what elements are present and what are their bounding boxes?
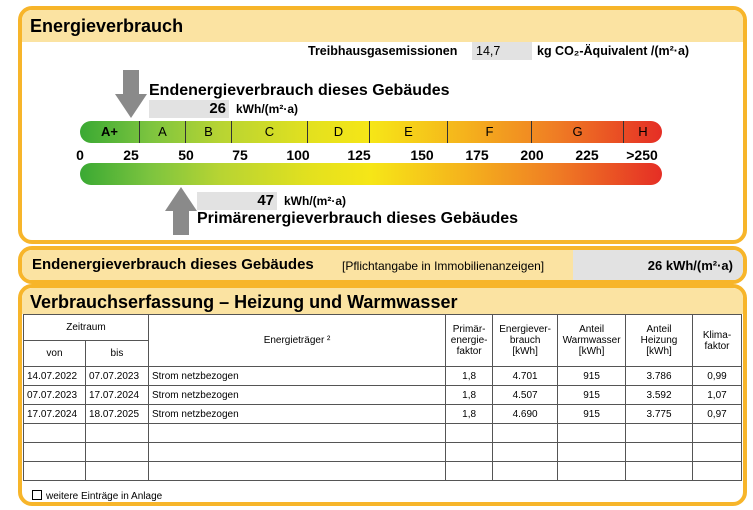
grade-g: G bbox=[532, 121, 624, 143]
consumption-table bbox=[23, 314, 742, 481]
cell-warmwasser: 915 bbox=[558, 367, 626, 386]
table-row bbox=[24, 386, 742, 405]
cell-heizung: 3.775 bbox=[626, 405, 693, 424]
grade-c: C bbox=[232, 121, 308, 143]
more-entries[interactable] bbox=[32, 490, 162, 502]
cell-von: 14.07.2022 bbox=[24, 367, 86, 386]
ghg-label: Treibhausgasemissionen bbox=[308, 44, 458, 58]
table-row-empty bbox=[24, 424, 742, 443]
tick-label: 75 bbox=[232, 147, 248, 163]
cell-traeger: Strom netzbezogen bbox=[148, 386, 445, 405]
cell-faktor: 1,8 bbox=[446, 405, 493, 424]
grade-a: A bbox=[140, 121, 186, 143]
header-heizung: Anteil Heizung [kWh] bbox=[626, 315, 693, 367]
header-verbrauch: Energiever-brauch [kWh] bbox=[493, 315, 558, 367]
summary-note: [Pflichtangabe in Immobilienanzeigen] bbox=[342, 259, 545, 273]
grade-a-plus: A+ bbox=[80, 121, 140, 143]
end-energy-title: Endenergieverbrauch dieses Gebäudes bbox=[149, 82, 450, 99]
energy-scale-bar bbox=[80, 121, 662, 143]
header-warmwasser: Anteil Warmwasser [kWh] bbox=[558, 315, 626, 367]
cell-faktor: 1,8 bbox=[446, 367, 493, 386]
cell-traeger: Strom netzbezogen bbox=[148, 405, 445, 424]
table-row bbox=[24, 405, 742, 424]
cell-klima: 1,07 bbox=[692, 386, 741, 405]
consumption-record-panel bbox=[18, 284, 747, 506]
tick-label: 200 bbox=[520, 147, 544, 163]
cell-von: 17.07.2024 bbox=[24, 405, 86, 424]
cell-traeger: Strom netzbezogen bbox=[148, 367, 445, 386]
header-primaer: Primär-energie-faktor bbox=[446, 315, 493, 367]
cell-warmwasser: 915 bbox=[558, 386, 626, 405]
cell-heizung: 3.592 bbox=[626, 386, 693, 405]
tick-label: >250 bbox=[626, 147, 658, 163]
tick-label: 0 bbox=[76, 147, 84, 163]
cell-von: 07.07.2023 bbox=[24, 386, 86, 405]
summary-value: 26 kWh/(m²·a) bbox=[573, 250, 743, 280]
end-energy-arrow-icon bbox=[115, 70, 147, 118]
cell-heizung: 3.786 bbox=[626, 367, 693, 386]
cell-verbrauch: 4.701 bbox=[493, 367, 558, 386]
primary-energy-scale-bar bbox=[80, 163, 662, 185]
summary-title: Endenergieverbrauch dieses Gebäudes bbox=[32, 256, 314, 273]
primary-energy-title: Primärenergieverbrauch dieses Gebäudes bbox=[197, 210, 519, 227]
cell-faktor: 1,8 bbox=[446, 386, 493, 405]
tick-label: 50 bbox=[178, 147, 194, 163]
grade-e: E bbox=[370, 121, 448, 143]
table-row bbox=[24, 367, 742, 386]
table-row-empty bbox=[24, 443, 742, 462]
cell-warmwasser: 915 bbox=[558, 405, 626, 424]
header-bis: bis bbox=[85, 341, 148, 367]
tick-label: 25 bbox=[123, 147, 139, 163]
section-title: Verbrauchserfassung – Heizung und Warmwasser bbox=[22, 288, 743, 314]
primary-energy-unit: kWh/(m²·a) bbox=[284, 194, 346, 208]
header-energietraeger: Energieträger ² bbox=[148, 315, 445, 367]
header-klima: Klima-faktor bbox=[692, 315, 741, 367]
grade-h: H bbox=[638, 124, 648, 139]
tick-label: 150 bbox=[410, 147, 434, 163]
cell-bis: 17.07.2024 bbox=[85, 386, 148, 405]
more-entries-checkbox[interactable] bbox=[32, 490, 42, 500]
grade-d: D bbox=[308, 121, 370, 143]
table-row-empty bbox=[24, 462, 742, 481]
cell-klima: 0,97 bbox=[692, 405, 741, 424]
tick-label: 125 bbox=[347, 147, 371, 163]
cell-verbrauch: 4.690 bbox=[493, 405, 558, 424]
more-entries-label: weitere Einträge in Anlage bbox=[46, 491, 163, 502]
end-energy-summary-panel bbox=[18, 246, 747, 284]
header-von: von bbox=[24, 341, 86, 367]
tick-label: 100 bbox=[286, 147, 310, 163]
ghg-unit: kg CO₂-Äquivalent /(m²·a) bbox=[537, 44, 690, 58]
end-energy-unit: kWh/(m²·a) bbox=[236, 102, 298, 116]
cell-verbrauch: 4.507 bbox=[493, 386, 558, 405]
tick-label: 225 bbox=[575, 147, 599, 163]
header-zeitraum: Zeitraum bbox=[24, 315, 149, 341]
end-energy-value: 26 bbox=[149, 100, 229, 118]
tick-label: 175 bbox=[465, 147, 489, 163]
ghg-value: 14,7 bbox=[472, 42, 532, 60]
cell-klima: 0,99 bbox=[692, 367, 741, 386]
grade-f: F bbox=[448, 121, 532, 143]
section-title: Energieverbrauch bbox=[22, 10, 743, 42]
cell-bis: 18.07.2025 bbox=[85, 405, 148, 424]
primary-energy-arrow-icon bbox=[165, 187, 197, 235]
cell-bis: 07.07.2023 bbox=[85, 367, 148, 386]
primary-energy-value: 47 bbox=[197, 192, 277, 210]
grade-b: B bbox=[186, 121, 232, 143]
